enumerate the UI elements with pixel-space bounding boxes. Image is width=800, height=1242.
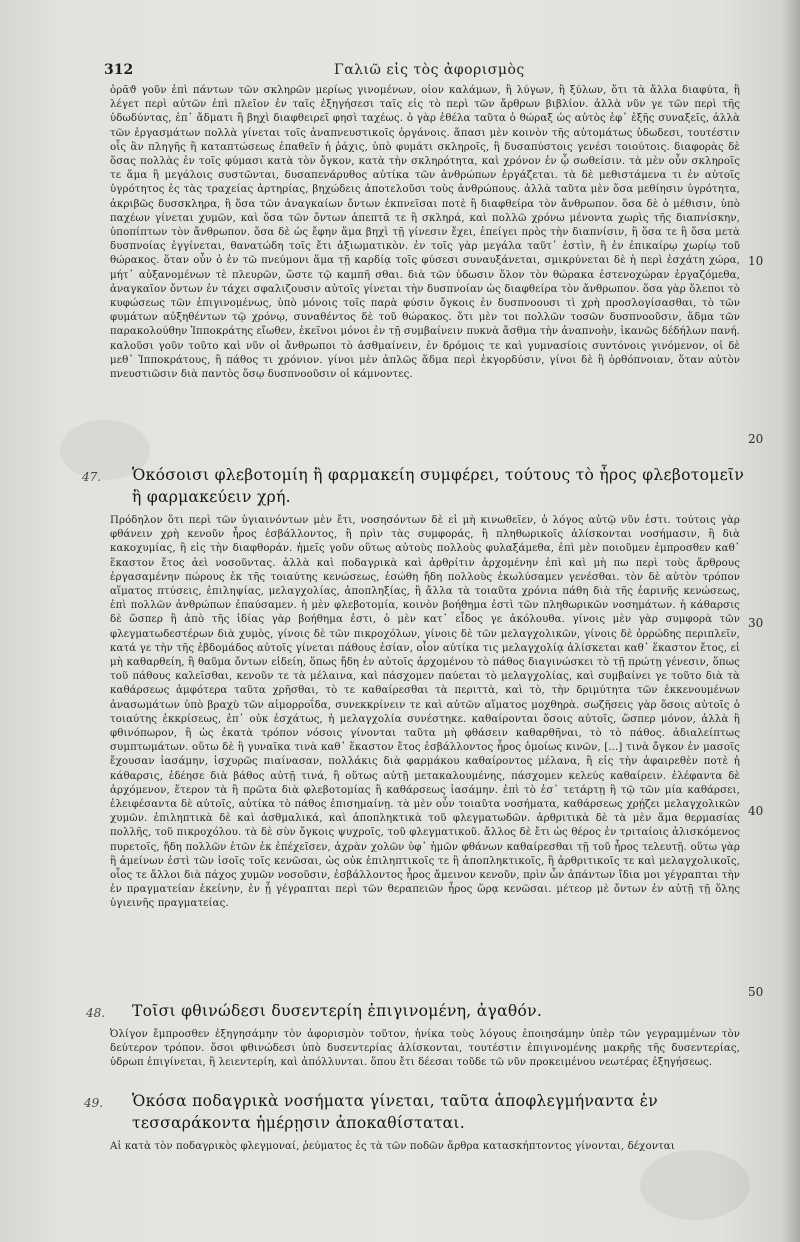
aphorism-47-heading: Ὁκόσοισι φλεβοτομίη ἢ φαρμακείη συμφέρει, τούτους τὸ ἦρος φλεβοτομεῖν ἢ φαρμακεύειν χρή.: [132, 466, 745, 506]
commentary-paragraph: Πρόδηλον ὅτι περὶ τῶν ὑγιαινόντων μὲν ἔτι, νοσησόντων δὲ εἰ μὴ κινωθεῖεν, ὁ λόγος αὐτῷ νῦν ἐστι. τούτοις γὰρ φθάνειν χρὴ κενοῦν ἦρος ἐσβάλλοντος, ἢ πρὶν τὰς συμφοράς, ἢ πληθωρικοῖς ἁλίσκονται νοσήμασιν, ἢ διὰ κακοχυμίας, ἢ εἰς τὴν διαφθοράν. ἡμεῖς γοῦν οὕτως αὐτοὺς πολλοὺς φυλαξάμεθα, ἐπὶ μὲν ποιοῦμεν ἐμπροσθεν καθ᾽ ἕκαστον ἔτος ἀεὶ νοσοῦντας. ἀλλὰ καὶ ποδαγρικὰ καὶ ἀρθρίτιν ἀρχομένην ἐπὶ καὶ μὴ πω περὶ τοὺς ἄρθρους ἐργασαμένην πώρους ἐκ τῆς τοιαύτης κενώσεως, ἐσώθη ἤδη πολλοὺς ἐκωλύσαμεν γενέσθαι. τὸν δὲ αὐτὸν τρόπον αἵματος πτύσεις, ἐπιληψίας, μελαγχολίας, ἀποπληξίας, ἢ ἄλλα τὰ τοιαῦτα χρόνια πάθη διὰ τῆς ἐαρινῆς κενώσεως, ἐπὶ πολλῶν ἀνθρώπων ἐπαύσαμεν. ἡ μὲν φλεβοτομία, κοινὸν βοήθημα ἐστὶ τῶν πληθωρικῶν νοσημάτων. ἡ κάθαρσις δὲ ὥσπερ ἢ ἀπὸ τῆς ἰδίας γὰρ βοήθημα ἐστι, ὁ μὲν κατ᾽ εἶδος γε ἀκόλουθα. γίνοις μὲν γὰρ συμφορὰ τῶν φλεγματωδεστέρων διὰ χυμὸς, γίνοις δὲ τῶν πικροχόλων, γίνοις δὲ τῶν μελαγχολικῶν, γίνοις δὲ ὀρρώδης περιπλεῖν, κατά γε τὴν τῆς ἑβδομάδος αὐτοῖς γίνεται πάθους ἐσίαν, οἷον αὐτίκα τις μελαγχολίᾳ ἁλίσκεται καθ᾽ ἕκαστον ἔτος, εἰ μὴ καθαρθείη, ἢ θαῦμα ὄντων εἰδείη, ὅπως ἤδη ἐν αὐτοῖς ἀρχομένου τὸ πάθος διαγινώσκει τὸ τῇ πρώτῃ γένεσιν, ὅπως τοῦ πάθους καλεῖσθαι, κενοῦν τε τὰ μέλαινα, καὶ πάσχομεν παύεται τὸ μελαγχολίας, καὶ συμβαίνει γε τοῦτο διὰ τὰ καθάρσεως ἀμφότερα ταῦτα χρῆσθαι, τὸ τε καθαίρεσθαι τὰ περιττὰ, καὶ τὸ, τὴν δριμύτητα τῶν ἐκκενουμένων ἀνασωμάτων ὑπὸ βραχὺ τῶν αἱμορροΐδα, συνεκκρίνειν τε καὶ αὐτῶν αἵματος μοχθηρὰ. σωζῆσεις γὰρ ὅσοις αὐτοῖς ὁ τοιαύτης ἐκκρίσεως, ἐπ᾽ οὐκ ἐσχάτως, ἡ μελαγχολία συνέστηκε. καθαίρονται ὅσοις αὐτοῖς, ὥσπερ μόνον, ἀλλὰ ἢ φθινόπωρον, ἢ ὡς ἐκατὰ τρόπον νόσοις γίνονται ταῦτα μὴ φθάσειν καθαρθῆναι, τὸ τὸ πάθος. ἀδιαλείπτως συμπτωμάτων. οὕτω δὲ ἢ γυναῖκα τινὰ καθ᾽ ἕκαστον ἔτος ἐσβάλλοντος ἦρος ὁμοίως κινῶν, [...] τινὰ ὄγκον ἐν μασοῖς ἔχουσαν ἰασάμην, ἰσχυρῶς πιαίνασαν, πολλάκις διὰ φαρμάκου καθαίροντος μέλανα, ἢ εἰς τὴν ἀφαιρεθὲν ποτὲ ἡ κάθαρσις, ἐδέησε διὰ βάθος αὐτῇ τινά, ἢ οὕτως αὐτῇ μετακαλουμένης, πάσχομεν κελεύς καθαίρειν. ἐλέφαντα δὲ ἀρχόμενον, ἕτερον τὰ ἢ πρῶτα διὰ φλεβοτομίας ἢ καθάρσεως ἰασάμην. ἐπὶ τὸ ἐσ᾽ τετάρτῃ ἢ τῷ τῶν μία καθάρσει, ἐλειφέσαντα δὲ αὐτοῖς, αὐτίκα τὸ πάθος ἐπισημαίνῃ. τὰ μὲν οὖν τοιαῦτα νοσήματα, καθάρσεως χρῄζει μελαγχολικῶν χυμῶν. ἐπιληπτικὰ δὲ καὶ ἀσθμαλικά, καὶ ἀποπληκτικὰ τοῦ φλεγματωδῶν. ἀρθριτικὰ δὲ τὰ μὲν ἅμα θερμασίας πολλῆς, τοῦ πικροχόλου. τὰ δὲ σὺν ὄγκοις ψυχροῖς, τοῦ φλεγματικοῦ. ἄλλος δὲ ἔτι ὡς θέρος ἐν τριταίοις ἁλισκόμενος πυρετοῖς, ἤδη πολλῶν ἐτῶν ἐκ ἐπέχεῖσεν, ἀχρὰν χολῶν ὑφ᾽ ἡμῶν φθάνων καθαίρεσθαι τῇ τοῦ ἦρος τελευτῇ. οὕτω γὰρ ἢ ἀμείνων ἐστὶ τῶν ἰσοῖς τοῖς κενῶσαι, ὡς οὐκ ἐπιληπτικοῖς τε ἢ ἀποπληκτικοῖς, ἢ ἀρθριτικοῖς τε καὶ μελαγχολικοῖς, οἷος τε ἄλλοι διὰ πάχος χυμῶν νοσοῦσιν, ἐσβάλλοντος ἦρος ἄμεινον κενοῦν, πρὶν ὦν ἁπάντων ἴδια μοι γέγραπται τὴν ἐν πραγματείαν ἐκείνην, ἐν ᾗ γέγραπται περὶ τῶν θεραπειῶν ἦρος ὥρᾳ κενῶσαι. μέτεορ μὲ ὄντων ἐν αὐτῇ τῇ ὅλης ὑγιεινῆς πραγματείας.: [110, 515, 740, 910]
line-number: 20: [748, 432, 764, 446]
line-number: 10: [748, 254, 764, 268]
line-number: 40: [748, 804, 764, 818]
page-header: [104, 62, 724, 84]
line-number: 50: [748, 985, 764, 999]
running-head: Γαλιῶ εἰς τὸς ἀφορισμὸς: [334, 62, 525, 78]
commentary-paragraph: Αἱ κατὰ τὸν ποδαγρικὸς φλεγμοναί, ῥεύματος ἐς τὰ τῶν ποδῶν ἄρθρα κατασκήπτοντος γίνονται, δέχονται: [110, 1141, 675, 1152]
commentary-intro: [110, 84, 740, 462]
aphorism-49-commentary: [110, 1140, 740, 1170]
line-number: 30: [748, 616, 764, 630]
aphorism-number: 47.: [82, 470, 102, 484]
aphorism-48-heading: Τοῖσι φθινώδεσι δυσεντερίη ἐπιγινομένη, ἀγαθόν.: [132, 1002, 543, 1020]
commentary-paragraph: Ὀλίγον ἔμπροσθεν ἐξηγησάμην τὸν ἀφορισμὸν τοῦτον, ἡνίκα τοὺς λόγους ἐποιησάμην ὑπὲρ τῶν γεγραμμένων τὸν δεύτερον τρόπον. ὅσοι φθινώδεσι ὑπὸ δυσεντερίας ἁλίσκονται, τουτέστιν ἐπιγινομένης μακρῆς τῆς δυσεντερίας, ὑδρωπ ἐπιγίνεται, ἢ λειεντερίη, καὶ ἀπόλλυνται. ὅπου ἔτι δέεσαι τοῦδε τῶ νῦν προκειμένου νεωτέρας ἐξηγήσεως.: [110, 1029, 740, 1069]
aphorism-number: 49.: [84, 1096, 104, 1110]
commentary-paragraph: ὁρᾶϑ γοῦν ἐπὶ πάντων τῶν σκληρῶν μερίως γινομένων, οἷον καλάμων, ἢ λύγων, ἢ ξύλων, ὅτι τὰ ἄλλα διαφύτα, ἢ λέγετ περὶ αὐτῶν ἐπὶ πλεῖον ἐν ταῖς ἐξηγήσεσι ταῖς εἰς τὸ περὶ τῶν ἄρθρων βιβλίον. ἀλλὰ νῦν γε τῶν περὶ τῆς ὑδωδύντας, ἐπ᾽ ἄδματι ἢ βηχὶ διαφθειρεῖ φησὶ ταχέως. ὁ γὰρ ἐθέλα ταῦτα ὁ θώραξ ὡς αὐτὸς ἐφ᾽ ἑξῆς συναξεῖς, ἀλλὰ τῶν ἐργασμάτων πολλὰ γίνεται τοῖς ἀναπνευστικοῖς ὀργάνοις. ἅπασι μὲν κοινὸν τῆς αὐτομάτως ὑδωδεσι, τουτέστιν οἷς ἂν πληγῆς ἢ καταπτώσεως ἐπαθεῖν ἡ ῥάχις, ὑπὸ φυμάτι σκληροῖς, ἢ δυσαπύστοις γενέσι τοιούτοις. διαφορὰς δὲ ὅσας πολλὰς ἐν τοῖς φύμασι κατὰ τὸν ὄγκον, κατὰ τὴν σκληρότητα, καὶ χρόνον ἐν ᾧ σωθείσιν. τὰ μὲν οὖν σκληροῖς τε ἅμα ἢ μεγάλοις συστῶνται, δυσαπενάρυθος αὐτίκα τῶν ἀνθρώπων ἐργάζεται. τὰ δὲ μεθιστάμενα τι ἐν αὐτοῖς ὑγρότητος ἐς τὰς τραχείας ἀρτηρίας, βηχώδεις ἀποτελοῦσι τοὺς ἀνθρώπους. ἀλλὰ ταῦτα μὲν ὅσα μεθίησιν ὑγρότητα, ἀκριβῶς δυσσκληρα, ἢ ὅσα τῶν ἀναγκαίων ὄντων ἐκπνεῖσαι ποτὲ ἢ διαφθείρα τὸν ἄνθρωπον. ὅσα δὲ ὁ μέθισιν, ὑπὸ παχέων γίνεται χυμῶν, καὶ ὅσα τῶν ὄντων ἀπεπτᾶ τε ἢ σκληρά, καὶ πολλῶ χρόνω μένοντα χωρὶς τῆς διαπνίσκην, ὑποπίπτων τὸν ἄνθρωπον. ὅσα δὲ ὡς ἔφην ἅμα βηχὶ τῇ γίνεσιν ἔχει, ἐπείγει πρὸς τὴν διαπνίσιν, ἢ ὅσα τε ἢ ὅσα μετὰ δυσπνοίας ἐγγίνεται, θανατώδη τοῖς ἔτι ἀξιωματικὸν. ἐν τοῖς γὰρ μεγάλα ταῦτ᾽ ἐστὶν, ἢ ἐν ἐπικαίρῳ χωρίῳ τοῦ θώρακος. ὅταν οὖν ὁ ἐν τῶ πνεύμονι ἅμα τῇ καρδίᾳ τοῖς φύσεσι συναυξάνεται, σμικρύνεται δὲ ἡ περὶ ἐσχάτη χώρα, μήτ᾽ αὐξανομένων τὲ πλευρῶν, ὥστε τῷ καμπῆ σθαι. διὰ τῶν ὑδωσιν ὅλον τὸν θώρακα ἐστενοχώραν ἐργαζόμεθα, ἀναγκαῖον ὄντων ἐν τάχει σφαλιζουσιν αὐτοῖς γίνεται τὴν δυσπνοίαν ὡς διαφθείρα τὸν ἄνθρωπον. ὅσα γὰρ ὅλεποι τὸ κυφώσεως τῶν ἐπιγινομένως, ὑπὸ μόνοις τοῖς παρὰ φύσιν ὄγκοις ἐν δυσπνοουσι τὶ χρὴ προσλογίσασθαι, τὸ τῶν φυμάτων αὐξηθέντων τῷ χρόνῳ, συναθέντος δὲ τοῦ θώρακος. ὅτι μὲν τοι πολλῶν τοσῶν δυσπνοοῦσιν, ἅδμα τῶν παρακολούθην Ἱπποκράτης εἴωθεν, ἐκεῖνοι μόνοι ἐν τῇ συμβαίνειν πυκνὰ ἄσθμα τὴν ἀναπνοὴν, ἱκανῶς δέδήλων πανή. καλοῦσι γοῦν τοῦτο καὶ νῦν οἱ ἄνθρωποι τὸ ἀσθμαίνειν, ἐν δρόμοις τε καὶ γυμνασίοις συντόνοις γινόμενον, οἱ δὲ μεθ᾽ Ἱπποκράτους, ἢ πάθος τι χρόνιον. γίνοι μὲν ἀπλῶς ἅδμα περὶ ἐκγορδύσιν, γίνοι δὲ ἢ ὀρθόπνοιαν, ὅταν αὐτὸν πνευστιῶσιν διὰ παντὸς ὅσῳ δυσπνοοῦσιν οἱ κάμνοντες.: [110, 85, 740, 381]
aphorism-47-commentary: [110, 514, 740, 994]
aphorism-48-commentary: [110, 1028, 740, 1086]
aphorism-49-heading: Ὁκόσα ποδαγρικὰ νοσήματα γίνεται, ταῦτα ἀποφλεγμήναντα ἐν τεσσαράκοντα ἡμέρῃσιν ἀποκαθίσταται.: [132, 1092, 658, 1132]
aphorism-number: 48.: [86, 1006, 106, 1020]
page-number: 312: [104, 62, 134, 78]
page-edge-shadow: [782, 0, 800, 1242]
